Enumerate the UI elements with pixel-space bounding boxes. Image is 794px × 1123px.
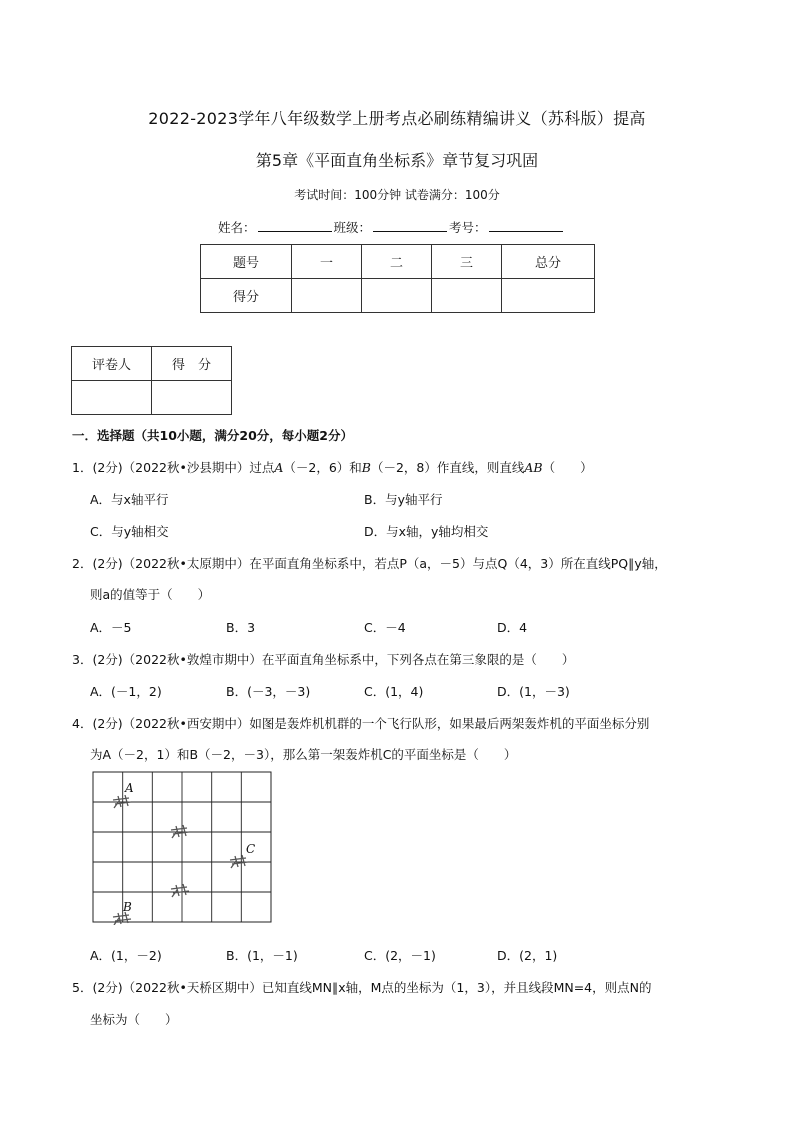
q2-option-c[interactable]: C．－4 [364, 620, 406, 635]
number-blank [489, 218, 563, 232]
question-5-line1: 5．(2分)（2022秋•天桥区期中）已知直线MN∥x轴，M点的坐标为（1，3），并且线段MN=4，则点N的 [72, 980, 652, 995]
score-cell [502, 279, 595, 313]
q2-option-d[interactable]: D．4 [497, 620, 528, 635]
class-blank [373, 218, 447, 232]
name-label: 姓名： [218, 220, 256, 235]
q3-option-b[interactable]: B．(－3，－3) [226, 684, 311, 699]
score-header-cell: 二 [362, 245, 432, 279]
question-3: 3．(2分)（2022秋•敦煌市期中）在平面直角坐标系中，下列各点在第三象限的是（ ） [72, 652, 575, 667]
q1-option-b[interactable]: B．与y轴平行 [364, 492, 443, 507]
chapter-title: 第5章《平面直角坐标系》章节复习巩固 [255, 151, 539, 170]
score-header-cell: 三 [432, 245, 502, 279]
bomber-formation-figure [92, 771, 274, 925]
point-label-a: A [125, 781, 134, 795]
q1-option-d[interactable]: D．与x轴，y轴均相交 [364, 524, 489, 539]
question-2-line1: 2．(2分)（2022秋•太原期中）在平面直角坐标系中，若点P（a，－5）与点Q（4，3）所在直线PQ∥y轴， [72, 556, 667, 571]
q3-option-c[interactable]: C．(1，4) [364, 684, 424, 699]
grader-header-cell: 评卷人 [72, 347, 152, 381]
q1-option-c[interactable]: C．与y轴相交 [90, 524, 169, 539]
grader-cell [152, 381, 232, 415]
score-cell [432, 279, 502, 313]
score-table-score-row [201, 279, 595, 313]
score-cell [362, 279, 432, 313]
score-header-cell: 一 [292, 245, 362, 279]
question-4-line1: 4．(2分)（2022秋•西安期中）如图是轰炸机机群的一个飞行队形，如果最后两架轰炸机的平面坐标分别 [72, 716, 650, 731]
score-header-cell: 题号 [201, 245, 292, 279]
q4-option-b[interactable]: B．(1，－1) [226, 948, 298, 963]
plane-icon [171, 825, 189, 838]
point-label-b: B [123, 900, 132, 914]
figure-grid-lines [93, 772, 271, 922]
plane-icon [113, 795, 131, 808]
q2-option-b[interactable]: B．3 [226, 620, 256, 635]
q3-option-a[interactable]: A．(－1，2) [90, 684, 162, 699]
score-header-cell: 总分 [502, 245, 595, 279]
q1-option-a[interactable]: A．与x轴平行 [90, 492, 169, 507]
point-label-c: C [246, 842, 256, 856]
number-label: 考号： [449, 220, 487, 235]
grader-header-cell: 得 分 [152, 347, 232, 381]
question-2-line2: 则a的值等于（ ） [90, 587, 211, 602]
q4-option-d[interactable]: D．(2，1) [497, 948, 558, 963]
name-blank [258, 218, 332, 232]
q2-option-a[interactable]: A．－5 [90, 620, 132, 635]
question-1: 1．(2分)（2022秋•沙县期中）过点A（－2，6）和B（－2，8）作直线，则直线AB（ ） [72, 460, 593, 475]
score-cell [292, 279, 362, 313]
class-label: 班级： [333, 220, 372, 235]
grader-table [71, 346, 232, 415]
q3-option-d[interactable]: D．(1，－3) [497, 684, 570, 699]
document-title: 2022-2023学年八年级数学上册考点必刷练精编讲义（苏科版）提高 [148, 109, 646, 128]
section-heading: 一．选择题（共10小题，满分20分，每小题2分） [72, 428, 353, 443]
score-table-header-row [201, 245, 595, 279]
plane-icon [230, 855, 248, 868]
question-4-line2: 为A（－2，1）和B（－2，－3），那么第一架轰炸机C的平面坐标是（ ） [90, 747, 517, 762]
student-info-line [218, 218, 565, 236]
plane-icon [171, 884, 189, 897]
question-5-line2: 坐标为（ ） [90, 1012, 178, 1027]
q4-option-a[interactable]: A．(1，－2) [90, 948, 162, 963]
exam-info: 考试时间：100分钟 试卷满分：100分 [294, 188, 500, 202]
score-table [200, 244, 595, 313]
grader-cell [72, 381, 152, 415]
q4-option-c[interactable]: C．(2，－1) [364, 948, 436, 963]
score-row-label: 得分 [201, 279, 292, 313]
